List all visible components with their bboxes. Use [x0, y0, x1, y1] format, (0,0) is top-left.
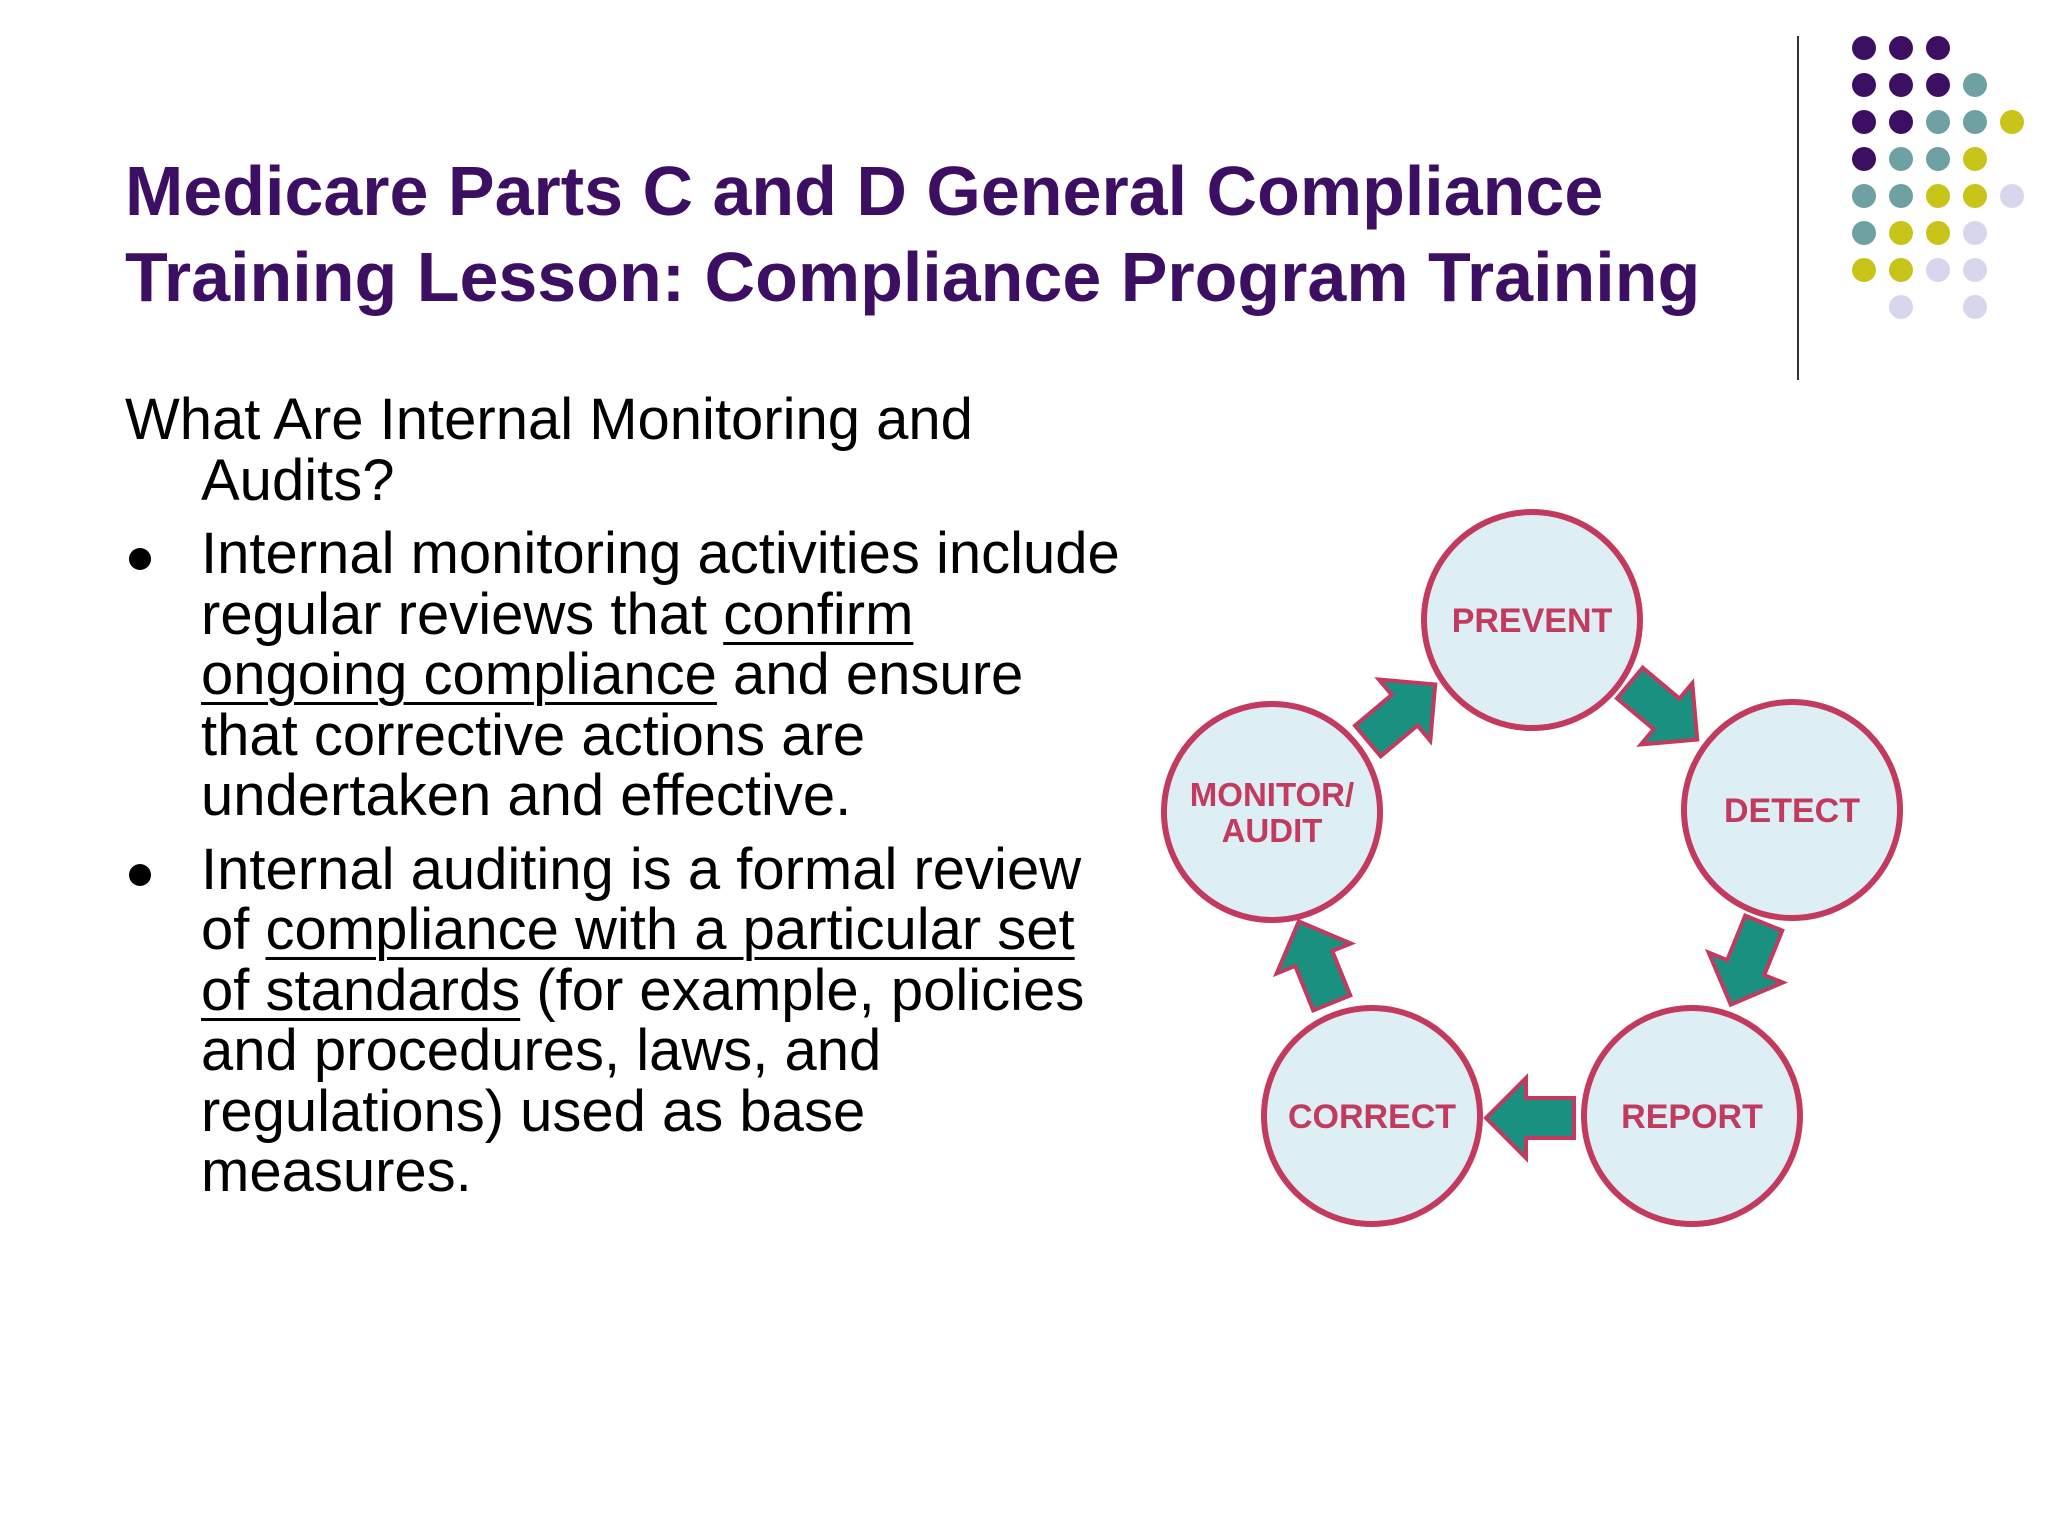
bullet2-text-after: (for example, policies and procedures, laws, and regulations) used as base measures. [201, 957, 1085, 1204]
arrow-report-to-correct-icon [1486, 1078, 1574, 1158]
slide-title-line1: Medicare Parts C and D General Compliance [125, 152, 1604, 230]
cycle-node-report [1584, 1008, 1800, 1224]
monitor-audit-label-line2: AUDIT [1221, 812, 1323, 849]
arrow-correct-to-monitor-icon [1262, 906, 1369, 1018]
detect-label: DETECT [1724, 792, 1860, 830]
bullet1-text-before: Internal monitoring activities include regular reviews that [201, 521, 1120, 647]
arrow-detect-to-report-icon [1694, 908, 1801, 1020]
cycle-node-correct [1264, 1008, 1480, 1224]
content-heading: What Are Internal Monitoring and Audits? [125, 387, 973, 513]
slide-title-line2: Training Lesson: Compliance Program Training [125, 238, 1701, 316]
cycle-node-prevent [1424, 512, 1640, 728]
bullet2-text-before: Internal auditing is a formal review of [201, 836, 1082, 962]
prevent-label: PREVENT [1451, 602, 1613, 640]
bullet1-text-after: and ensure that corrective actions are undertaken and effective. [201, 642, 1024, 828]
cycle-node-detect [1684, 702, 1900, 918]
correct-label: CORRECT [1287, 1098, 1457, 1136]
monitor-audit-label-line1: MONITOR/ [1189, 776, 1355, 813]
bullet2-underlined-text: compliance with a particular set of standards [201, 897, 1075, 1023]
cycle-node-monitor-audit [1164, 704, 1380, 920]
bullet1-underlined-text: confirm ongoing compliance [201, 581, 914, 707]
report-label: REPORT [1621, 1098, 1763, 1136]
